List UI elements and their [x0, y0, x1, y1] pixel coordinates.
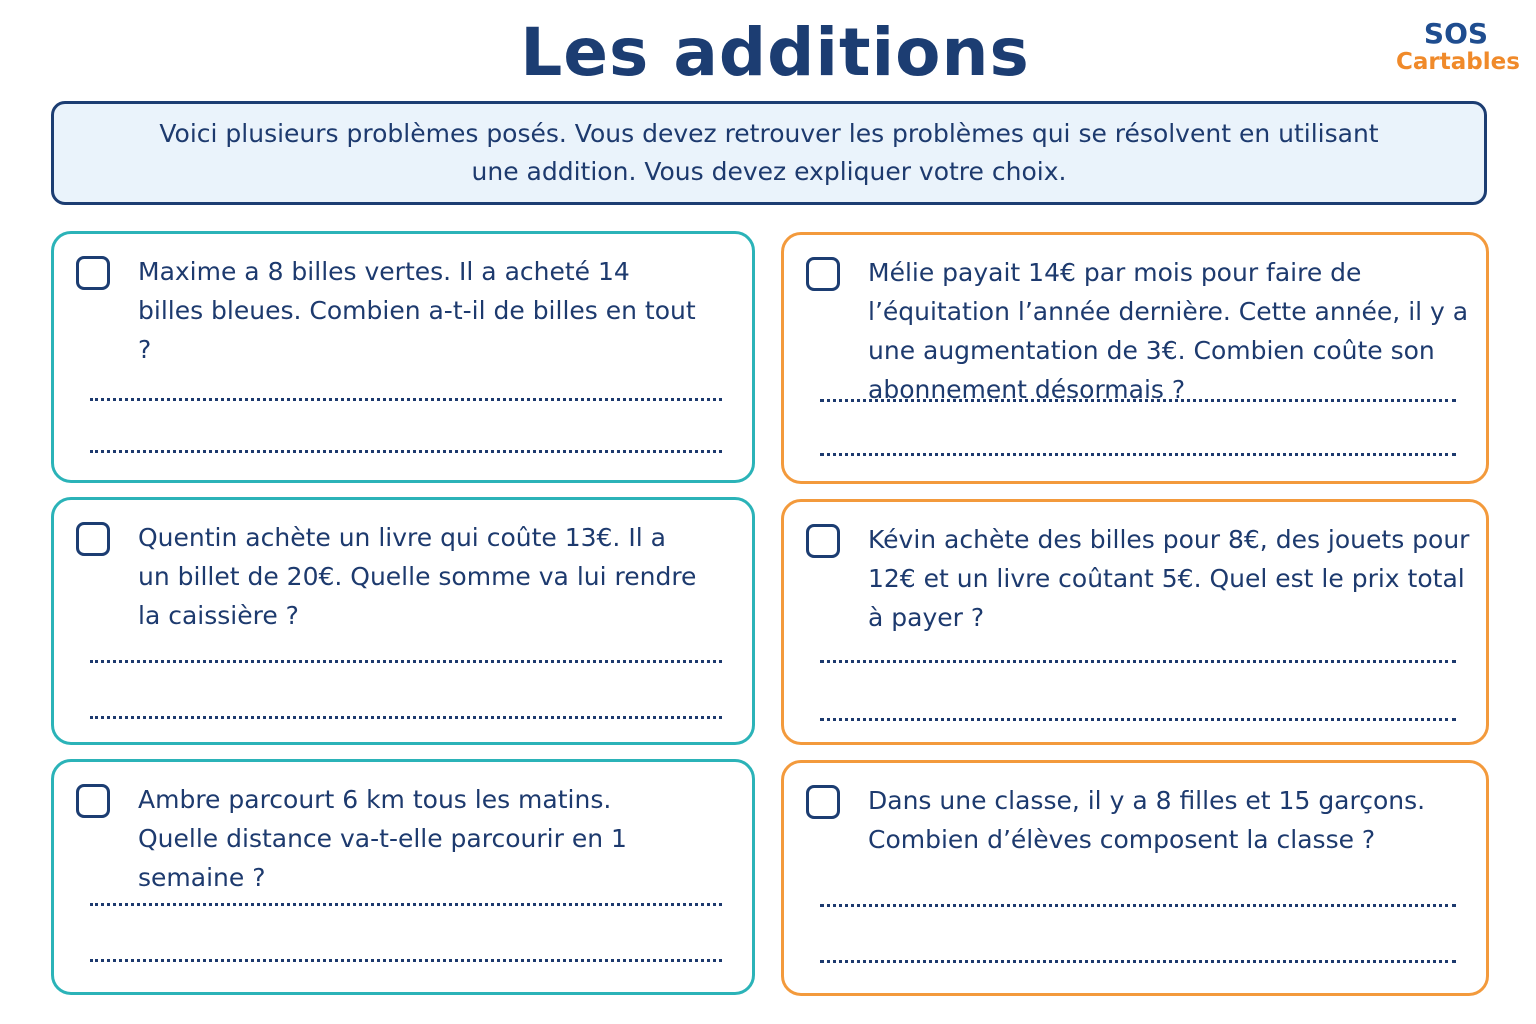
problem-card-5	[51, 759, 755, 995]
problem-6-text: Dans une classe, il y a 8 filles et 15 garçons. Combien d’élèves composent la classe ?	[868, 786, 1426, 854]
answer-line[interactable]	[90, 903, 722, 906]
problem-card-1	[51, 231, 755, 483]
answer-line[interactable]	[820, 904, 1456, 907]
answer-line[interactable]	[90, 398, 722, 401]
answer-line[interactable]	[90, 660, 722, 663]
answer-line[interactable]	[820, 660, 1456, 663]
instructions-box	[51, 101, 1487, 205]
sos-cartables-logo	[1396, 17, 1520, 76]
problem-card-2	[781, 232, 1489, 484]
logo-line-1: SOS	[1423, 17, 1489, 50]
answer-line[interactable]	[820, 453, 1456, 456]
page-title: Les additions	[520, 14, 1030, 91]
answer-line[interactable]	[90, 959, 722, 962]
answer-line[interactable]	[820, 718, 1456, 721]
problem-3-text: Quentin achète un livre qui coûte 13€. Il a un billet de 20€. Quelle somme va lui rendre la caissière ?	[138, 523, 697, 630]
answer-line[interactable]	[90, 716, 722, 719]
problem-1-checkbox[interactable]	[76, 256, 110, 290]
problem-5-text: Ambre parcourt 6 km tous les matins. Quelle distance va-t-elle parcourir en 1 semaine ?	[138, 785, 627, 892]
problem-2-checkbox[interactable]	[806, 257, 840, 291]
problem-3-checkbox[interactable]	[76, 522, 110, 556]
problem-card-6	[781, 760, 1489, 996]
problem-1-text: Maxime a 8 billes vertes. Il a acheté 14 billes bleues. Combien a-t-il de billes en tout ?	[138, 257, 696, 364]
answer-line[interactable]	[90, 450, 722, 453]
problem-2-text: Mélie payait 14€ par mois pour faire de l’équitation l’année dernière. Cette année, il y a une augmentation de 3€. Combien coûte son abonnement désormais ?	[868, 258, 1469, 404]
logo-line-2: Cartables	[1396, 49, 1520, 75]
problem-4-text: Kévin achète des billes pour 8€, des jouets pour 12€ et un livre coûtant 5€. Quel est le prix total à payer ?	[868, 525, 1470, 632]
problem-4-checkbox[interactable]	[806, 524, 840, 558]
answer-line[interactable]	[820, 399, 1456, 402]
problem-card-4	[781, 499, 1489, 745]
problem-5-checkbox[interactable]	[76, 784, 110, 818]
instructions-text: Voici plusieurs problèmes posés. Vous devez retrouver les problèmes qui se résolvent en utilisant une addition. Vous devez expliquer votre choix.	[159, 119, 1379, 186]
problem-6-checkbox[interactable]	[806, 785, 840, 819]
answer-line[interactable]	[820, 960, 1456, 963]
problem-card-3	[51, 497, 755, 745]
